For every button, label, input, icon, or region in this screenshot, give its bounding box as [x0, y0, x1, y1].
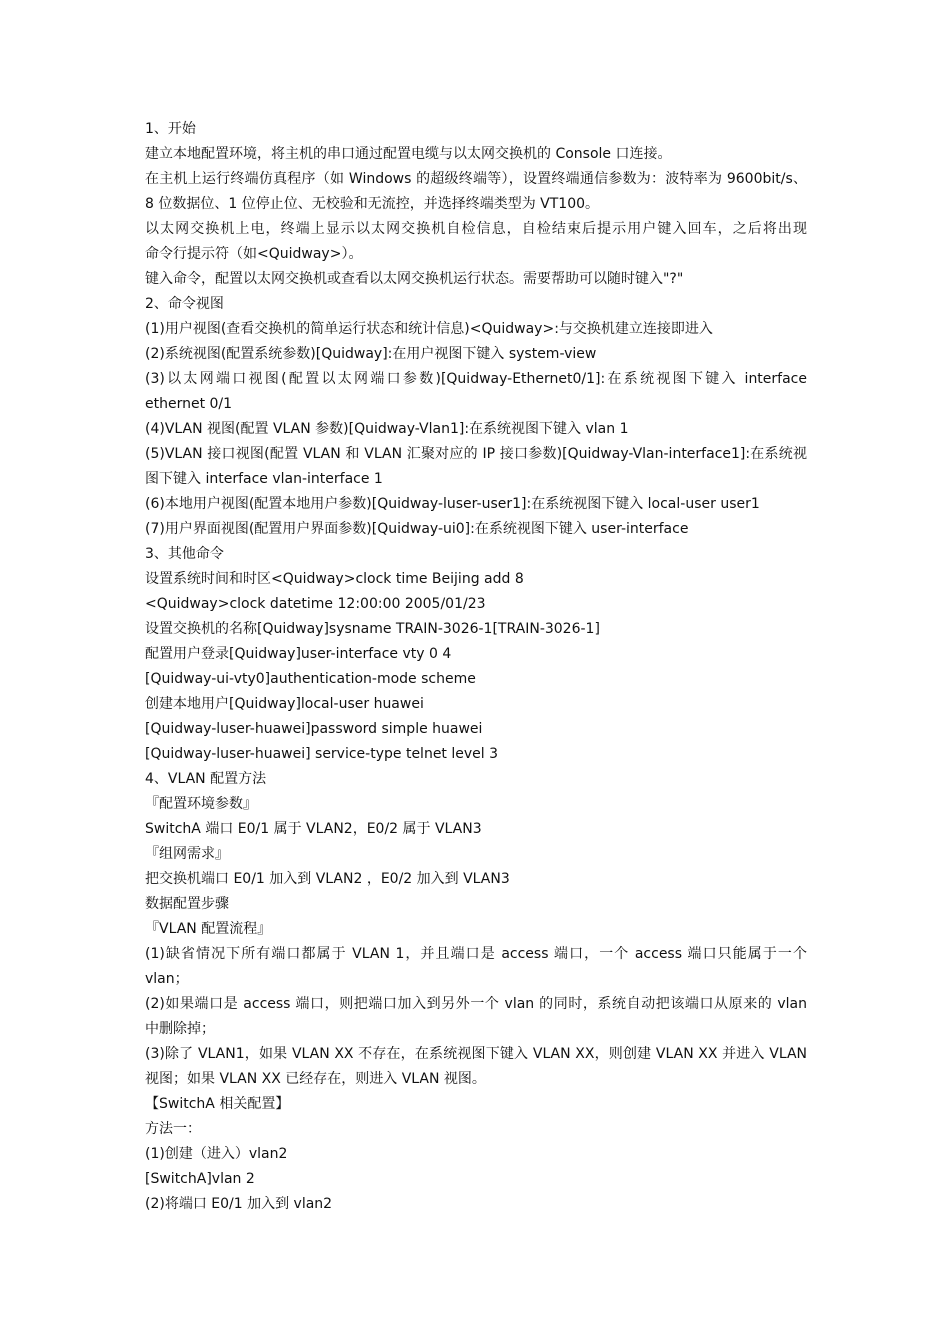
paragraph-line: 数据配置步骤 [145, 896, 229, 912]
list-item-continuation: 视图；如果 VLAN XX 已经存在，则进入 VLAN 视图。 [145, 1071, 486, 1087]
list-item-continuation: 图下键入 interface vlan-interface 1 [145, 471, 383, 487]
list-item: (7)用户界面视图(配置用户界面参数)[Quidway-ui0]:在系统视图下键入 user-interface [145, 521, 689, 537]
list-item: (1)创建（进入）vlan2 [145, 1146, 288, 1162]
paragraph-line: 命令行提示符（如<Quidway>）。 [145, 246, 363, 262]
list-item: (3)除了 VLAN1，如果 VLAN XX 不存在，在系统视图下键入 VLAN XX，则创建 VLAN XX 并进入 VLAN [145, 1046, 807, 1062]
list-item: (2)将端口 E0/1 加入到 vlan2 [145, 1196, 333, 1212]
list-item: (2)系统视图(配置系统参数)[Quidway]:在用户视图下键入 system-view [145, 346, 597, 362]
subheading: 『配置环境参数』 [145, 796, 257, 812]
paragraph-line: 8 位数据位、1 位停止位、无校验和无流控，并选择终端类型为 VT100。 [145, 196, 600, 212]
list-item: (4)VLAN 视图(配置 VLAN 参数)[Quidway-Vlan1]:在系统视图下键入 vlan 1 [145, 421, 629, 437]
paragraph-line: 方法一： [145, 1121, 201, 1137]
paragraph-line: 在主机上运行终端仿真程序（如 Windows 的超级终端等），设置终端通信参数为：波特率为 9600bit/s、 [145, 171, 807, 187]
list-item: (1)用户视图(查看交换机的简单运行状态和统计信息)<Quidway>:与交换机建立连接即进入 [145, 321, 713, 337]
paragraph-line: SwitchA 端口 E0/1 属于 VLAN2，E0/2 属于 VLAN3 [145, 821, 482, 837]
command-line: [Quidway-ui-vty0]authentication-mode scheme [145, 671, 476, 687]
command-line: 设置交换机的名称[Quidway]sysname TRAIN-3026-1[TRAIN-3026-1] [145, 621, 600, 637]
list-item: (5)VLAN 接口视图(配置 VLAN 和 VLAN 汇聚对应的 IP 接口参数)[Quidway-Vlan-interface1]:在系统视 [145, 446, 807, 462]
paragraph-line: 键入命令，配置以太网交换机或查看以太网交换机运行状态。需要帮助可以随时键入"?" [145, 271, 684, 287]
paragraph-line: 以太网交换机上电，终端上显示以太网交换机自检信息，自检结束后提示用户键入回车，之后将出现 [145, 221, 807, 237]
list-item-continuation: vlan； [145, 971, 189, 987]
command-line: 设置系统时间和时区<Quidway>clock time Beijing add 8 [145, 571, 524, 587]
command-line: [Quidway-luser-huawei] service-type telnet level 3 [145, 746, 499, 762]
subheading: 『组网需求』 [145, 846, 229, 862]
list-item: (2)如果端口是 access 端口，则把端口加入到另外一个 vlan 的同时，系统自动把该端口从原来的 vlan [145, 996, 807, 1012]
command-line: 配置用户登录[Quidway]user-interface vty 0 4 [145, 646, 452, 662]
list-item: (3)以太网端口视图(配置以太网端口参数)[Quidway-Ethernet0/1]:在系统视图下键入 interface [145, 371, 807, 387]
list-item-continuation: 中删除掉； [145, 1021, 215, 1037]
list-item: (1)缺省情况下所有端口都属于 VLAN 1，并且端口是 access 端口，一个 access 端口只能属于一个 [145, 946, 807, 962]
section-heading-other-commands: 3、其他命令 [145, 546, 224, 562]
subheading: 【SwitchA 相关配置】 [145, 1096, 290, 1112]
section-heading-command-views: 2、命令视图 [145, 296, 224, 312]
subheading: 『VLAN 配置流程』 [145, 921, 272, 937]
document-body [145, 117, 807, 1217]
command-line: 创建本地用户[Quidway]local-user huawei [145, 696, 424, 712]
command-line: <Quidway>clock datetime 12:00:00 2005/01/23 [145, 596, 486, 612]
paragraph-line: 把交换机端口 E0/1 加入到 VLAN2 ，E0/2 加入到 VLAN3 [145, 871, 510, 887]
command-line: [SwitchA]vlan 2 [145, 1171, 255, 1187]
list-item: (6)本地用户视图(配置本地用户参数)[Quidway-luser-user1]:在系统视图下键入 local-user user1 [145, 496, 760, 512]
section-heading-start: 1、开始 [145, 121, 196, 137]
command-line: [Quidway-luser-huawei]password simple huawei [145, 721, 483, 737]
section-heading-vlan-config: 4、VLAN 配置方法 [145, 771, 267, 787]
paragraph-line: 建立本地配置环境，将主机的串口通过配置电缆与以太网交换机的 Console 口连接。 [145, 146, 672, 162]
list-item-continuation: ethernet 0/1 [145, 396, 233, 412]
